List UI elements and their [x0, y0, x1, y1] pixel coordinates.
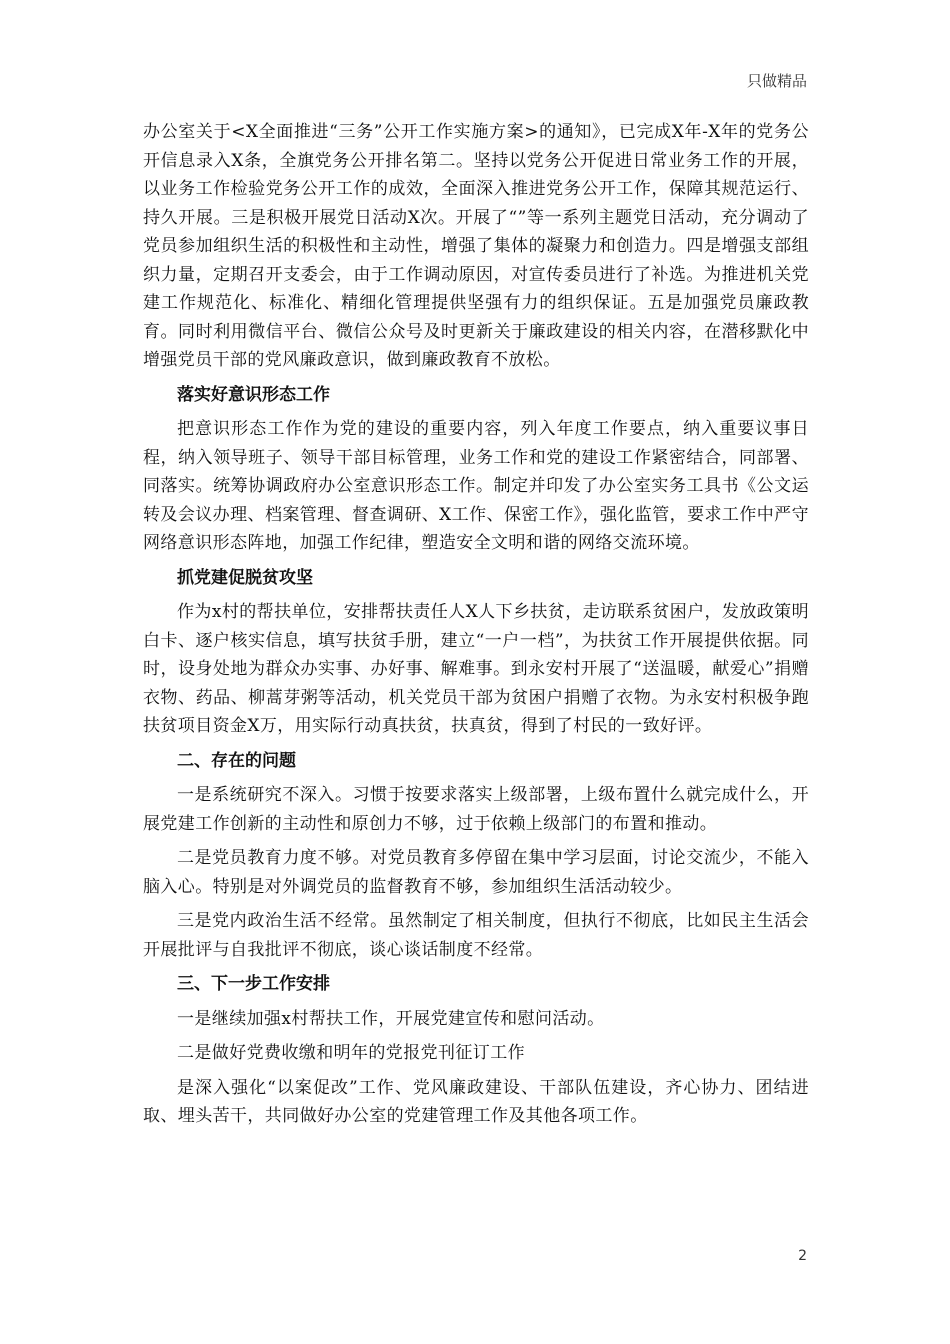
section-heading: 二、存在的问题 [177, 750, 296, 771]
paragraph: 一是系统研究不深入。习惯于按要求落实上级部署，上级布置什么就完成什么，开展党建工作创新的主动性和原创力不够，过于依赖上级部门的布置和推动。 [143, 785, 809, 834]
section-heading: 落实好意识形态工作 [177, 384, 330, 405]
paragraph: 作为x村的帮扶单位，安排帮扶责任人X人下乡扶贫，走访联系贫困户，发放政策明白卡、逐户核实信息，填写扶贫手册，建立“一户一档”，为扶贫工作开展提供依据。同时，设身处地为群众办实事、办好事、解难事。到永安村开展了“送温暖，献爱心”捐赠衣物、药品、柳蒿芽粥等活动，机关党员干部为贫困户捐赠了衣物。为永安村积极争跑扶贫项目资金X万，用实际行动真扶贫，扶真贫，得到了村民的一致好评。 [143, 602, 809, 736]
paragraph: 是深入强化“以案促改”工作、党风廉政建设、干部队伍建设，齐心协力、团结进取、埋头苦干，共同做好办公室的党建管理工作及其他各项工作。 [143, 1077, 809, 1126]
page-header: 只做精品 [746, 72, 807, 90]
paragraph: 一是继续加强x村帮扶工作，开展党建宣传和慰问活动。 [177, 1008, 605, 1029]
paragraph: 办公室关于<X全面推进“三务”公开工作实施方案>的通知》，已完成X年-X年的党务公开信息录入X条，全旗党务公开排名第二。坚持以党务公开促进日常业务工作的开展，以业务工作检验党务公开工作的成效，全面深入推进党务公开工作，保障其规范运行、持久开展。三是积极开展党日活动X次。开展了“”等一系列主题党日活动，充分调动了党员参加组织生活的积极性和主动性，增强了集体的凝聚力和创造力。四是增强支部组织力量，定期召开支委会，由于工作调动原因，对宣传委员进行了补选。为推进机关党建工作规范化、标准化、精细化管理提供坚强有力的组织保证。五是加强党员廉政教育。同时利用微信平台、微信公众号及时更新关于廉政建设的相关内容，在潜移默化中增强党员干部的党风廉政意识，做到廉政教育不放松。 [143, 122, 809, 370]
document-body [143, 118, 809, 1137]
paragraph: 二是做好党费收缴和明年的党报党刊征订工作 [177, 1043, 525, 1063]
paragraph: 把意识形态工作作为党的建设的重要内容，列入年度工作要点，纳入重要议事日程，纳入领导班子、领导干部目标管理，业务工作和党的建设工作紧密结合，同部署、同落实。统筹协调政府办公室意识形态工作。制定并印发了办公室实务工具书《公文运转及会议办理、档案管理、督查调研、X工作、保密工作》，强化监管，要求工作中严守网络意识形态阵地，加强工作纪律，塑造安全文明和谐的网络交流环境。 [143, 419, 809, 553]
section-heading: 三、下一步工作安排 [177, 974, 330, 994]
paragraph: 二是党员教育力度不够。对党员教育多停留在集中学习层面，讨论交流少，不能入脑入心。特别是对外调党员的监督教育不够，参加组织生活活动较少。 [143, 848, 809, 897]
paragraph: 三是党内政治生活不经常。虽然制定了相关制度，但执行不彻底，比如民主生活会开展批评与自我批评不彻底，谈心谈话制度不经常。 [143, 911, 809, 960]
section-heading: 抓党建促脱贫攻坚 [177, 567, 313, 588]
page-number: 2 [798, 1248, 807, 1264]
